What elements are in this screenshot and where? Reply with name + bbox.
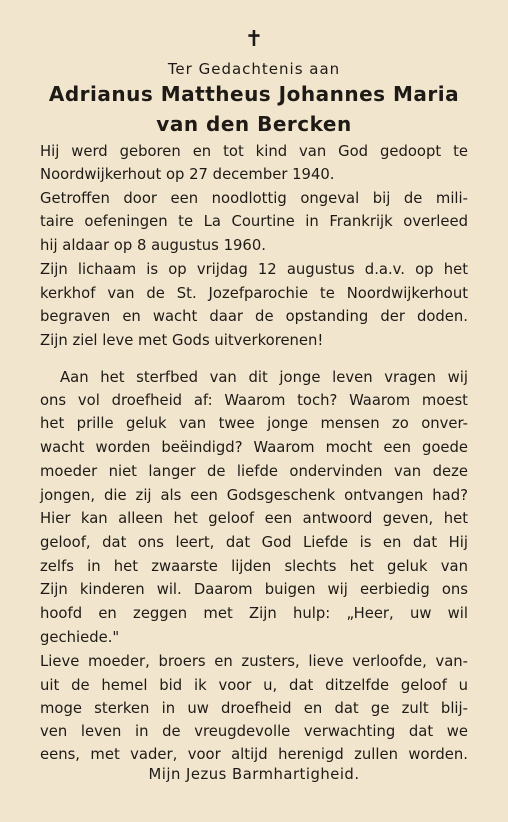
reflection-line: ven leven in de vreugdevolle verwachting dat we — [40, 723, 468, 740]
reflection-line: gechiede." — [40, 629, 120, 646]
deceased-name-line-2: van den Bercken — [156, 112, 352, 136]
biography-line: taire oefeningen te La Courtine in Frankrijk overleed — [40, 213, 468, 230]
biography-line: Noordwijkerhout op 27 december 1940. — [40, 166, 335, 183]
biography-line: Zijn lichaam is op vrijdag 12 augustus d.a.v. op het — [40, 261, 468, 278]
biography-line: hij aldaar op 8 augustus 1960. — [40, 237, 266, 254]
reflection-line: zelfs in het zwaarste lijden slechts het geluk van — [40, 558, 468, 575]
reflection-line: geloof, dat ons leert, dat God Liefde is en dat Hij — [40, 534, 468, 551]
reflection-line: jongen, die zij als een Godsgeschenk ontvangen had? — [40, 487, 468, 504]
reflection-line: Hier kan alleen het geloof een antwoord geven, het — [40, 510, 468, 527]
reflection-line: Lieve moeder, broers en zusters, lieve verloofde, van- — [40, 653, 468, 670]
reflection-line: het prille geluk van twee jonge mensen zo onver- — [40, 415, 468, 432]
reflection-line: ons vol droefheid af: Waarom toch? Waarom moest — [40, 392, 468, 409]
biography-line: begraven en wacht daar de opstanding der doden. — [40, 308, 468, 325]
card-heading: Ter Gedachtenis aan — [167, 60, 341, 78]
biography-line: Zijn ziel leve met Gods uitverkorenen! — [40, 332, 324, 349]
biography-line: kerkhof van de St. Jozefparochie te Noordwijkerhout — [40, 285, 468, 302]
reflection-line: moge sterken in uw droefheid en dat ge zult blij- — [40, 700, 468, 717]
reflection-line: wacht worden beëindigd? Waarom mocht een goede — [40, 439, 468, 456]
reflection-line: eens, met vader, voor altijd herenigd zullen worden. — [40, 746, 468, 763]
reflection-line: Zijn kinderen wil. Daarom buigen wij eerbiedig ons — [40, 581, 468, 598]
closing-prayer: Mijn Jezus Barmhartigheid. — [148, 766, 360, 783]
biography-line: Hij werd geboren en tot kind van God gedoopt te — [40, 143, 468, 160]
reflection-line: Aan het sterfbed van dit jonge leven vragen wij — [60, 369, 468, 386]
biography-line: Getroffen door een noodlottig ongeval bij de mili- — [40, 190, 468, 207]
deceased-name-line-1: Adrianus Mattheus Johannes Maria — [48, 82, 460, 106]
reflection-line: moeder niet langer de liefde ondervinden van deze — [40, 463, 468, 480]
reflection-line: hoofd en zeggen met Zijn hulp: „Heer, uw wil — [40, 605, 468, 622]
cross-icon: ✝ — [244, 27, 264, 52]
reflection-line: uit de hemel bid ik voor u, dat ditzelfde geloof u — [40, 677, 468, 694]
